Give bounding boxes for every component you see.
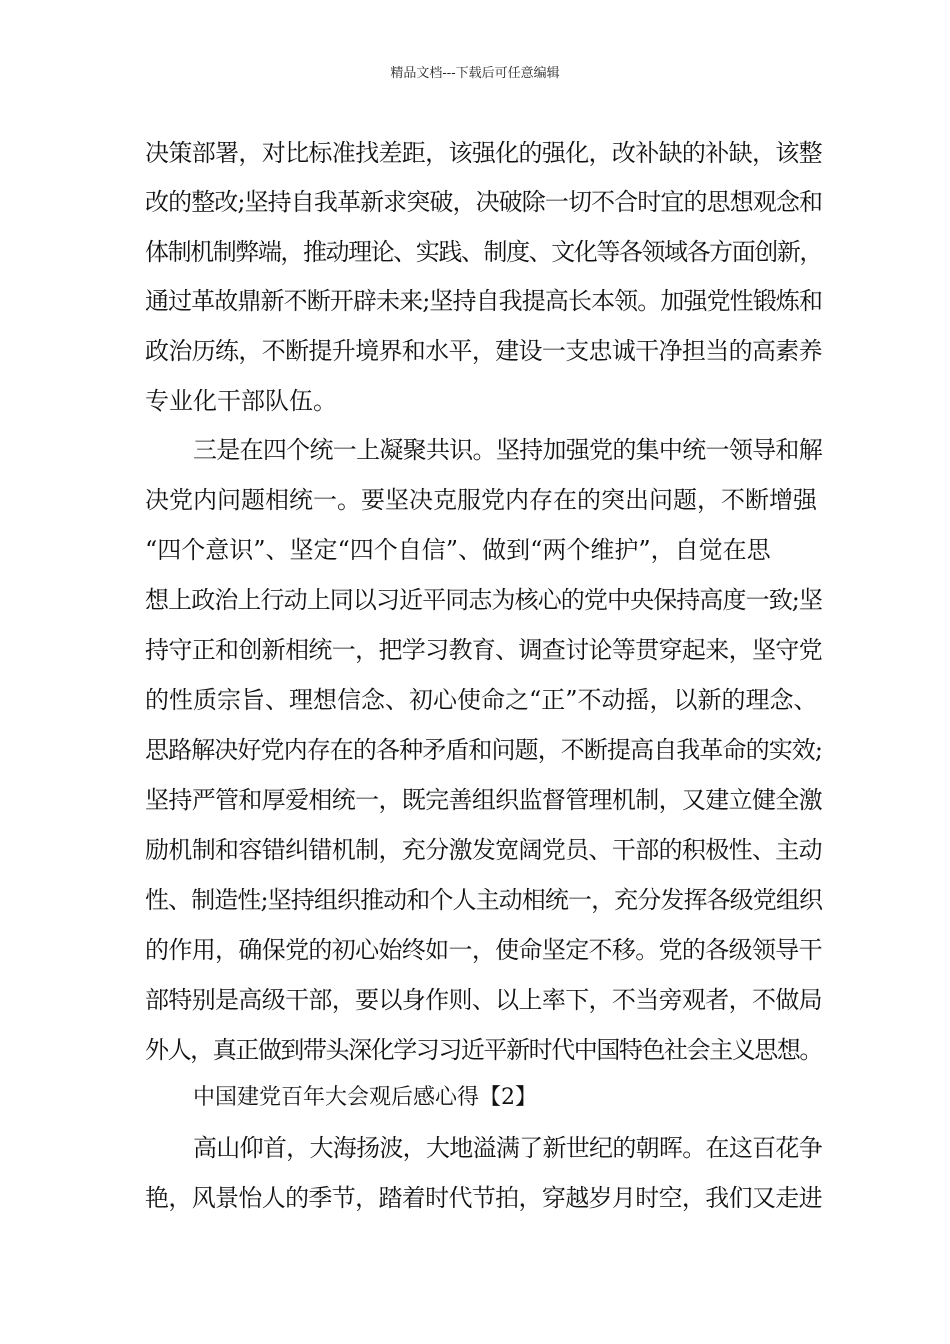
text-line: 的性质宗旨、理想信念、初心使命之“正”不动摇，以新的理念、 (145, 686, 818, 714)
text-line: 改的整改;坚持自我革新求突破，决破除一切不合时宜的思想观念和 (145, 188, 823, 216)
text-line: 励机制和容错纠错机制，充分激发宽阔党员、干部的积极性、主动 (145, 836, 822, 864)
text-line: 政治历练，不断提升境界和水平，建设一支忠诚干净担当的高素养 (145, 337, 822, 365)
text-line: 部特别是高级干部，要以身作则、以上率下，不当旁观者，不做局 (145, 986, 822, 1014)
text-line: 性、制造性;坚持组织推动和个人主动相统一，充分发挥各级党组织 (145, 886, 823, 914)
text-line: 通过革故鼎新不断开辟未来;坚持自我提高长本领。加强党性锻炼和 (145, 287, 823, 315)
text-line: 专业化干部队伍。 (145, 387, 337, 415)
text-line: 体制机制弊端，推动理论、实践、制度、文化等各领域各方面创新， (145, 238, 822, 266)
text-line: 决党内问题相统一。要坚决克服党内存在的突出问题，不断增强 (145, 486, 817, 514)
text-line: 持守正和创新相统一，把学习教育、调查讨论等贯穿起来，坚守党 (145, 636, 822, 664)
text-line: 坚持严管和厚爱相统一，既完善组织监督管理机制，又建立健全激 (145, 786, 822, 814)
text-line: 三是在四个统一上凝聚共识。坚持加强党的集中统一领导和解 (193, 436, 822, 464)
text-line: 外人，真正做到带头深化学习习近平新时代中国特色社会主义思想。 (145, 1036, 822, 1064)
section-heading: 中国建党百年大会观后感心得【2】 (193, 1085, 537, 1110)
text-line: 想上政治上行动上同以习近平同志为核心的党中央保持高度一致;坚 (145, 586, 823, 614)
page-header: 精品文档---下载后可任意编辑 (390, 66, 560, 81)
text-line: 思路解决好党内存在的各种矛盾和问题，不断提高自我革命的实效; (145, 736, 823, 764)
text-line: 艳，风景怡人的季节，踏着时代节拍，穿越岁月时空，我们又走进 (145, 1184, 822, 1212)
text-line: 高山仰首，大海扬波，大地溢满了新世纪的朝晖。在这百花争 (193, 1134, 822, 1162)
text-line: 决策部署，对比标准找差距，该强化的强化，改补缺的补缺，该整 (145, 139, 822, 167)
text-line: “四个意识”、坚定“四个自信”、做到“两个维护”，自觉在思 (145, 536, 771, 564)
text-line: 的作用，确保党的初心始终如一，使命坚定不移。党的各级领导干 (145, 936, 822, 964)
